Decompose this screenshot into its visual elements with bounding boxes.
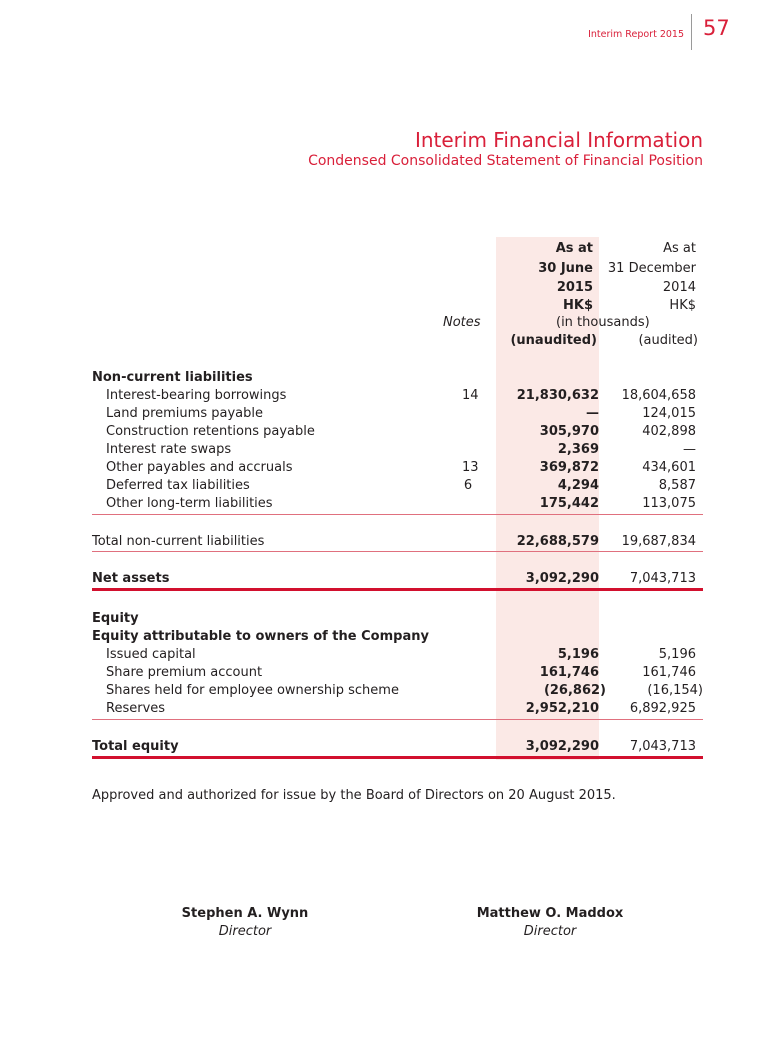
total-equity-row [92, 738, 703, 756]
row-prior-value: 7,043,713 [629, 571, 696, 586]
row-label: Shares held for employee ownership scheme [106, 683, 399, 698]
row-current-value: 22,688,579 [516, 534, 599, 549]
current-col-header-line: As at [555, 241, 593, 256]
row-label: Interest-bearing borrowings [106, 388, 287, 403]
row-current-value: 21,830,632 [516, 388, 599, 403]
row-label: Issued capital [106, 647, 196, 662]
row-prior-value: — [683, 442, 696, 457]
current-col-header-line: HK$ [563, 298, 593, 313]
page-title: Interim Financial Information [414, 128, 703, 152]
approval-statement: Approved and authorized for issue by the Board of Directors on 20 August 2015. [92, 788, 616, 803]
subtotal-rule [92, 514, 703, 515]
row-prior-value: (16,154) [647, 683, 703, 698]
total-equity-label: Total equity [92, 739, 179, 754]
signatory-block [450, 905, 650, 941]
row-current-value: — [586, 406, 599, 421]
row-label: Reserves [106, 701, 166, 716]
prior-col-header-line: 31 December [607, 261, 696, 276]
row-current-value: 369,872 [539, 460, 599, 475]
row-prior-value: 5,196 [658, 647, 696, 662]
row-current-value: 3,092,290 [525, 739, 599, 754]
row-current-value: 161,746 [539, 665, 599, 680]
row-prior-value: 18,604,658 [621, 388, 696, 403]
equity-heading: Equity [92, 611, 139, 626]
row-current-value: 2,369 [557, 442, 599, 457]
table-row [92, 646, 703, 664]
row-prior-value: 8,587 [658, 478, 696, 493]
units-label: (in thousands) [556, 315, 650, 330]
row-prior-value: 402,898 [642, 424, 696, 439]
section-subheading-row [92, 628, 703, 646]
net-assets-row [92, 570, 703, 588]
prior-status-label: (audited) [638, 333, 698, 348]
report-name: Interim Report 2015 [588, 29, 684, 40]
table-row [92, 405, 703, 423]
row-label: Interest rate swaps [106, 442, 232, 457]
table-row [92, 387, 703, 405]
row-label: Land premiums payable [106, 406, 263, 421]
total-rule [92, 551, 703, 552]
row-current-value: 2,952,210 [525, 701, 599, 716]
row-note: 6 [463, 478, 473, 493]
table-row [92, 682, 703, 700]
table-row [92, 423, 703, 441]
section-heading-row [92, 610, 703, 628]
current-col-header-line: 30 June [538, 261, 593, 276]
row-label: Construction retentions payable [106, 424, 315, 439]
page-number: 57 [703, 16, 730, 40]
row-current-value: 305,970 [539, 424, 599, 439]
row-note: 14 [462, 388, 479, 403]
table-row [92, 700, 703, 718]
row-label: Other long-term liabilities [106, 496, 273, 511]
current-col-header-line: 2015 [556, 280, 593, 295]
row-current-value: 4,294 [557, 478, 599, 493]
signatory-block [145, 905, 345, 941]
row-prior-value: 161,746 [642, 665, 696, 680]
table-row [92, 459, 703, 477]
row-prior-value: 124,015 [642, 406, 696, 421]
row-prior-value: 6,892,925 [629, 701, 696, 716]
signatory-role: Director [523, 924, 577, 939]
row-prior-value: 19,687,834 [621, 534, 696, 549]
table-row [92, 495, 703, 513]
signatory-role: Director [218, 924, 272, 939]
notes-column-header: Notes [443, 315, 481, 330]
row-current-value: 5,196 [557, 647, 599, 662]
signatory-name: Matthew O. Maddox [476, 906, 624, 921]
net-assets-label: Net assets [92, 571, 170, 586]
total-row [92, 533, 703, 551]
row-current-value: 175,442 [539, 496, 599, 511]
row-label: Deferred tax liabilities [106, 478, 250, 493]
prior-col-header-line: HK$ [669, 298, 696, 313]
current-status-label: (unaudited) [510, 333, 597, 348]
running-head [0, 14, 777, 50]
grand-total-rule [92, 756, 703, 759]
page-subtitle: Condensed Consolidated Statement of Financial Position [308, 153, 703, 169]
row-label: Share premium account [106, 665, 263, 680]
table-row [92, 664, 703, 682]
row-current-value: (26,862) [543, 683, 606, 698]
row-prior-value: 434,601 [642, 460, 696, 475]
row-note: 13 [462, 460, 479, 475]
prior-col-header-line: 2014 [662, 280, 696, 295]
table-row [92, 477, 703, 495]
row-current-value: 3,092,290 [525, 571, 599, 586]
header-divider [691, 14, 692, 50]
row-label: Other payables and accruals [106, 460, 293, 475]
prior-col-header-line: As at [663, 241, 696, 256]
total-non-current-liabilities-label: Total non-current liabilities [92, 534, 265, 549]
subtotal-rule [92, 719, 703, 720]
row-prior-value: 113,075 [642, 496, 696, 511]
row-prior-value: 7,043,713 [629, 739, 696, 754]
grand-total-rule [92, 588, 703, 591]
signatory-name: Stephen A. Wynn [181, 906, 309, 921]
non-current-liabilities-heading: Non-current liabilities [92, 370, 253, 385]
equity-subheading: Equity attributable to owners of the Company [92, 629, 429, 644]
section-heading-row [92, 369, 703, 387]
table-row [92, 441, 703, 459]
